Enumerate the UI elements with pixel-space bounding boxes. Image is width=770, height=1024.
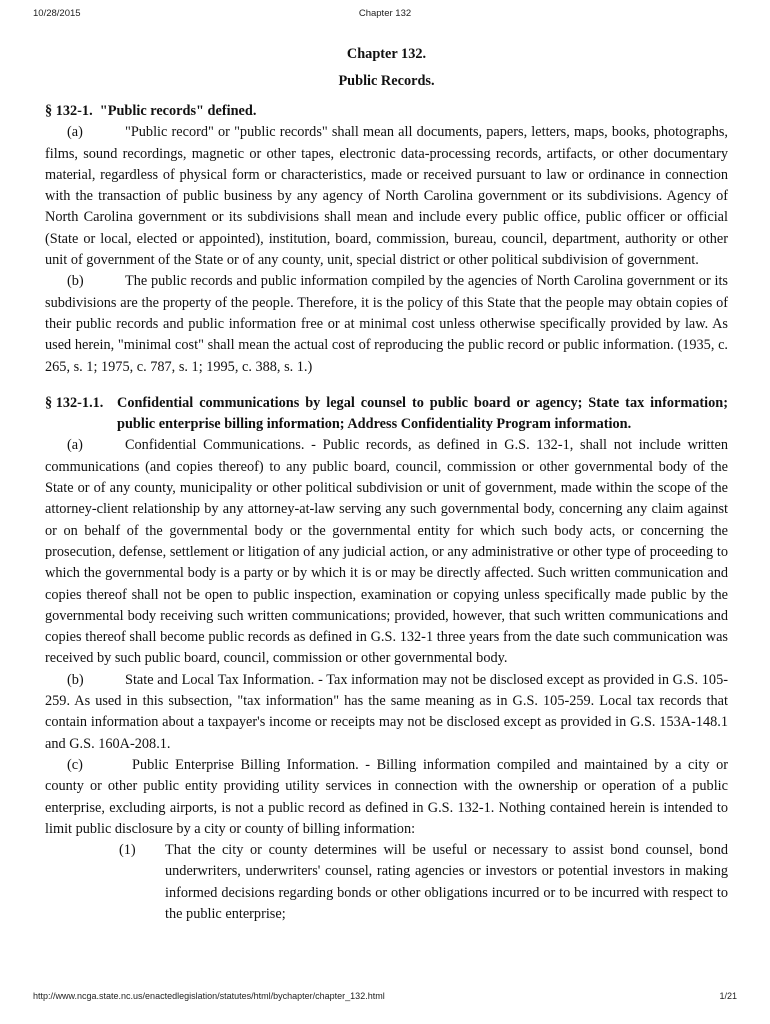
document-body <box>45 44 728 925</box>
section-paragraph <box>45 755 728 840</box>
paragraph-text: "Public record" or "public records" shall mean all documents, papers, letters, maps, books, photographs, films, sound recordings, magnetic or other tapes, electronic data-processing records, artifacts, or other documentary material, regardless of physical form or characteristics, made or received pursuant to law or ordinance in connection with the transaction of public business by any agency of North Carolina government or its subdivisions. Agency of North Carolina government or its subdivisions shall mean and include every public office, public officer or official (State or local, elected or appointed), institution, board, commission, bureau, council, department, authority or other unit of government of the State or of any county, unit, special district or other political subdivision of government. <box>45 124 728 269</box>
paragraph-text: State and Local Tax Information. - Tax information may not be disclosed except as provided in G.S. 105-259. As used in this subsection, "tax information" has the same meaning as in G.S. 105-259. Local tax records that contain information about a taxpayer's income or receipts may not be disclosed except as provided in G.S. 153A-148.1 and G.S. 160A-208.1. <box>45 671 728 752</box>
print-date: 10/28/2015 <box>33 8 81 19</box>
chapter-title: Chapter 132. <box>346 46 427 62</box>
paragraph-label: (b) <box>67 273 84 290</box>
section-paragraph <box>45 271 728 377</box>
section-number: § 132-1.1. <box>45 394 104 411</box>
footer-url: http://www.ncga.state.nc.us/enactedlegislation/statutes/html/bychapter/chapter_132.html <box>33 991 385 1001</box>
paragraph-label: (b) <box>67 671 84 688</box>
paragraph-text: Public Enterprise Billing Information. - Billing information compiled and maintained by a city or county or other public entity providing utility services in connection with the ownership or operation of a public enterprise, excluding airports, is not a public record as defined in G.S. 132-1. Nothing contained herein is intended to limit public disclosure by a city or county of billing information: <box>45 756 728 837</box>
page-header <box>0 8 770 22</box>
paragraph-label: (c) <box>67 756 83 773</box>
chapter-subtitle: Public Records. <box>338 73 435 89</box>
section-paragraph <box>45 435 728 669</box>
paragraph-label: (a) <box>67 124 83 141</box>
paragraph-text: Confidential Communications. - Public records, as defined in G.S. 132-1, shall not include written communications (and copies thereof) to any public board, council, commission or other governmental body of the State or of any county, municipality or other political subdivision or unit of government, made within the scope of the attorney-client relationship by any attorney-at-law serving any such governmental body, concerning any claim against or on behalf of the governmental body or the governmental entity for which such body acts, or concerning the prosecution, defense, settlement or litigation of any judicial action, or any administrative or other type of proceeding to which the governmental body is a party or by which it is or may be directly affected. Such written communication and copies thereof shall not be open to public inspection, examination or copying unless specifically made public by the governmental body receiving such written communications; provided, however, that such written communications and copies thereof shall become public records as defined in G.S. 132-1 three years from the date such communication was received by such public board, council, commission or other governmental body. <box>45 437 728 667</box>
paragraph-text: The public records and public information compiled by the agencies of North Carolina government or its subdivisions are the property of the people. Therefore, it is the policy of this State that the people may obtain copies of their public records and public information free or at minimal cost unless otherwise specifically provided by law. As used herein, "minimal cost" shall mean the actual cost of reproducing the public record or public information. (1935, c. 265, s. 1; 1975, c. 787, s. 1; 1995, c. 388, s. 1.) <box>45 273 728 375</box>
list-item <box>45 840 728 925</box>
header-title: Chapter 132 <box>358 8 412 19</box>
paragraph-label: (a) <box>67 437 83 454</box>
section-paragraph <box>45 670 728 755</box>
page-footer <box>0 991 770 1005</box>
item-text: That the city or county determines will be useful or necessary to assist bond counsel, bond underwriters, underwriters' counsel, rating agencies or investors or potential investors in making informed decisions regarding bonds or other obligations incurred or to be incurred with respect to the public enterprise; <box>165 842 728 922</box>
section-heading-text: Confidential communications by legal counsel to public board or agency; State tax information; public enterprise billing information; Address Confidentiality Program information. <box>117 394 728 433</box>
section-heading <box>45 393 728 436</box>
section-paragraph <box>45 122 728 271</box>
page-number: 1/21 <box>719 991 737 1001</box>
item-label: (1) <box>119 842 136 859</box>
section-heading: § 132-1. "Public records" defined. <box>45 103 257 119</box>
